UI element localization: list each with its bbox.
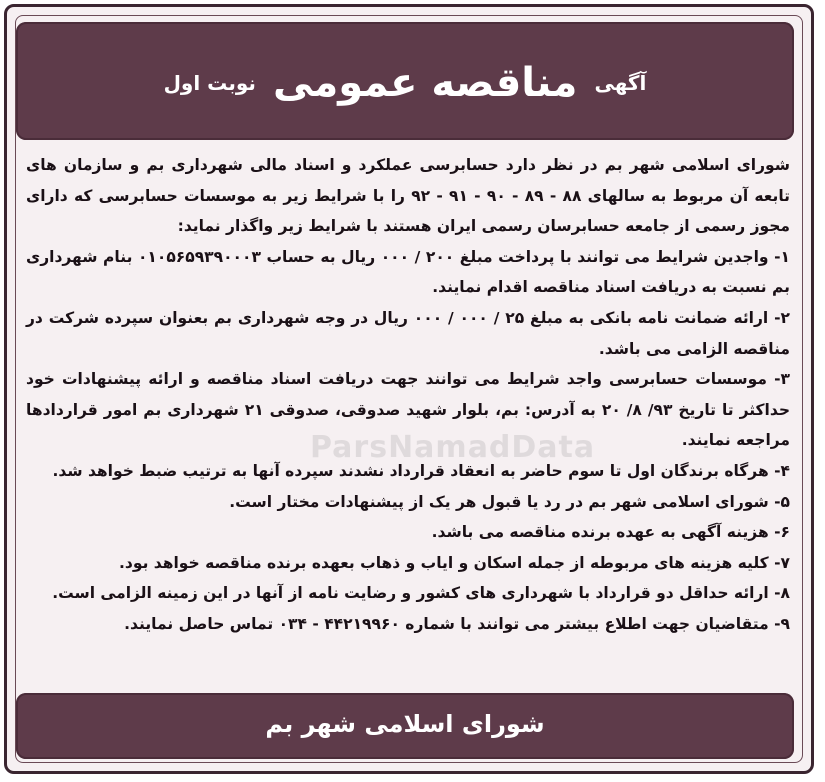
heading-title: مناقصه عمومی <box>273 60 578 106</box>
condition-item: ۲- ارائه ضمانت نامه بانکی به مبلغ ۲۵ / ۰۰۰ / ۰۰۰ ریال در وجه شهرداری بم بعنوان سپرده شرکت در مناقصه الزامی می باشد. <box>26 308 790 358</box>
notice-intro: شورای اسلامی شهر بم در نظر دارد حسابرسی عملکرد و اسناد مالی شهرداری بم و سازمان های تابعه آن مربوط به سالهای ۸۸ - ۸۹ - ۹۰ - ۹۱ - ۹۲ را با شرایط زیر به موسسات حسابرسی که دارای مجوز رسمی از جامعه حسابرسان رسمی ایران هستند با شرایط زیر واگذار نماید: <box>26 156 790 236</box>
condition-item: ۳- موسسات حسابرسی واجد شرایط می توانند جهت دریافت اسناد مناقصه و ارائه پیشنهادات خود حداکثر تا تاریخ ۹۳/ ۸/ ۲۰ به آدرس: بم، بلوار شهید صدوقی، صدوقی ۲۱ شهرداری بم امور قراردادها مراجعه نمایند. <box>26 370 790 450</box>
heading-round: نوبت اول <box>163 71 256 95</box>
notice-heading <box>16 60 794 106</box>
notice-body <box>26 150 790 640</box>
watermark: ParsNamadData <box>310 430 596 465</box>
condition-item: ۵- شورای اسلامی شهر بم در رد یا قبول هر یک از پیشنهادات مختار است. <box>229 492 790 511</box>
condition-item: ۹- متقاضیان جهت اطلاع بیشتر می توانند با شماره ۴۴۲۱۹۹۶۰ - ۰۳۴ تماس حاصل نمایند. <box>124 614 790 633</box>
condition-item: ۷- کلیه هزینه های مربوطه از جمله اسکان و ایاب و ذهاب بعهده برنده مناقصه خواهد بود. <box>119 553 790 572</box>
footer-band <box>16 693 794 759</box>
issuer-name: شورای اسلامی شهر بم <box>265 710 545 738</box>
condition-item: ۴- هرگاه برندگان اول تا سوم حاضر به انعقاد قرارداد نشدند سپرده آنها به ترتیب ضبط خواهد شد. <box>52 461 790 480</box>
condition-item: ۱- واجدین شرایط می توانند با پرداخت مبلغ ۲۰۰ / ۰۰۰ ریال به حساب ۰۱۰۵۶۵۹۳۹۰۰۰۳ بنام شهرداری بم نسبت به دریافت اسناد مناقصه اقدام نمایند. <box>26 247 790 297</box>
condition-item: ۸- ارائه حداقل دو قرارداد با شهرداری های کشور و رضایت نامه از آنها در این زمینه الزامی است. <box>52 584 790 603</box>
header-band <box>16 22 794 140</box>
condition-item: ۶- هزینه آگهی به عهده برنده مناقصه می باشد. <box>431 523 790 542</box>
heading-prefix: آگهی <box>594 71 647 95</box>
